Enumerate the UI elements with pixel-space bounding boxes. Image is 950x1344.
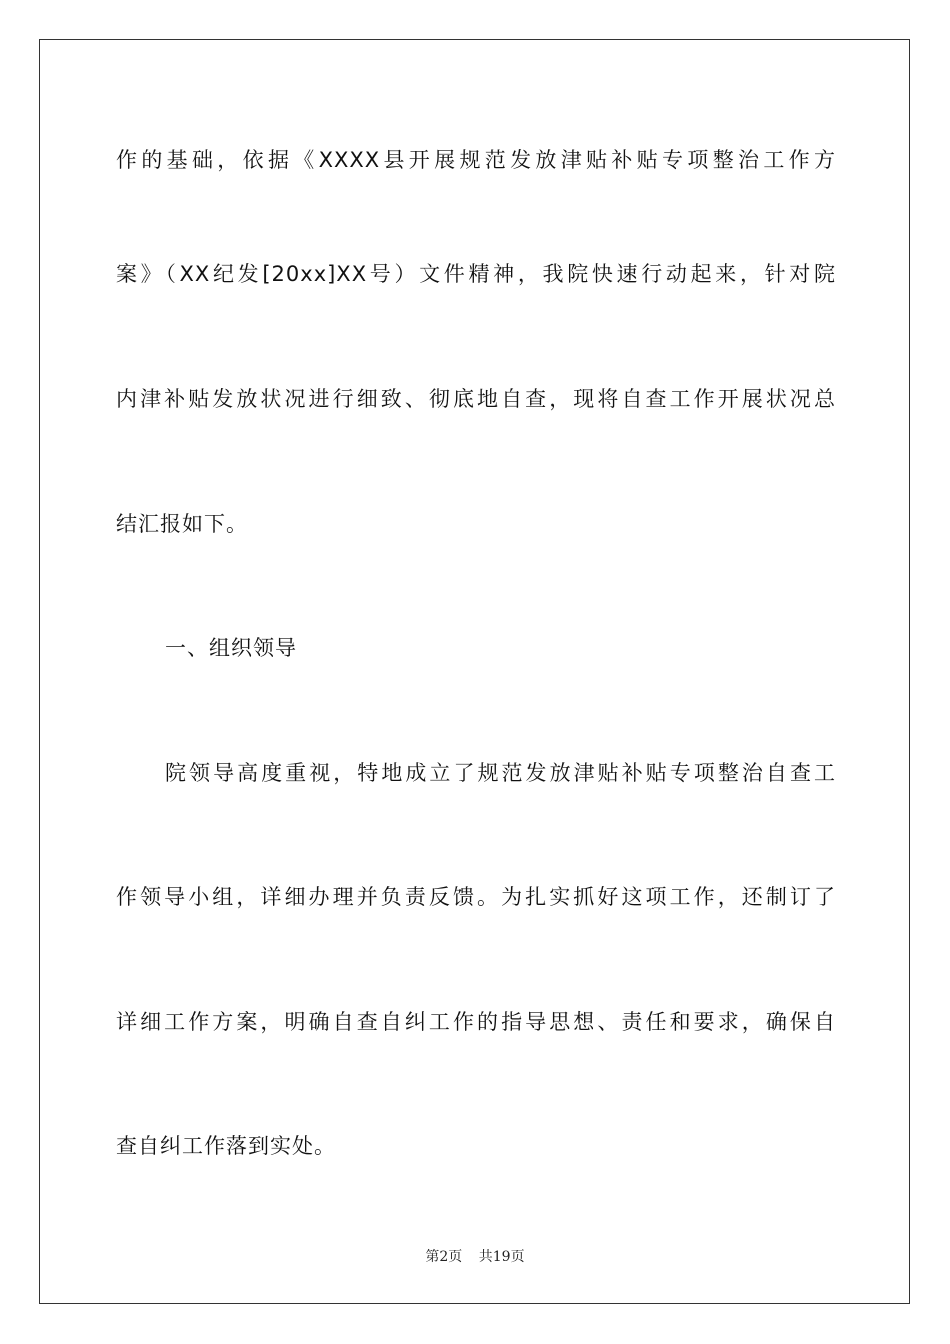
body-text-line-1: 作的基础，依据《XXXX县开展规范发放津贴补贴专项整治工作方 — [116, 148, 836, 172]
page-footer — [0, 1248, 950, 1266]
body-text-line-3: 内津补贴发放状况进行细致、彻底地自查，现将自查工作开展状况总 — [116, 387, 836, 411]
page-border — [39, 39, 910, 1304]
body-text-line-2: 案》（XX纪发[20xx]XX号）文件精神，我院快速行动起来，针对院 — [116, 262, 836, 286]
body-text-line-5: 院领导高度重视，特地成立了规范发放津贴补贴专项整治自查工 — [165, 761, 836, 785]
page-number-total: 共19页 — [478, 1249, 525, 1265]
body-text-line-6: 作领导小组，详细办理并负责反馈。为扎实抓好这项工作，还制订了 — [116, 885, 836, 909]
page-number-current: 第2页 — [425, 1249, 463, 1265]
body-text-line-4: 结汇报如下。 — [116, 512, 248, 536]
body-text-line-7: 详细工作方案，明确自查自纠工作的指导思想、责任和要求，确保自 — [116, 1010, 836, 1034]
section-heading: 一、组织领导 — [165, 636, 297, 660]
body-text-line-8: 查自纠工作落到实处。 — [116, 1134, 336, 1158]
